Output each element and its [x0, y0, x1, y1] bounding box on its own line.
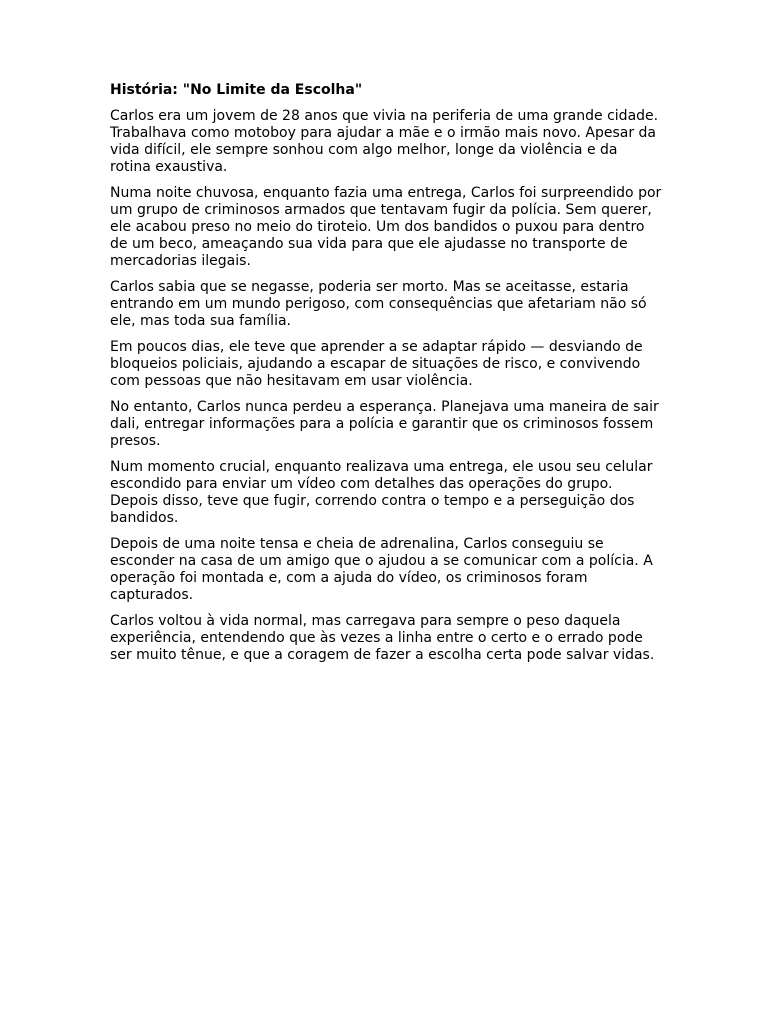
paragraph: Depois de uma noite tensa e cheia de adrenalina, Carlos conseguiu se esconder na casa de um amigo que o ajudou a se comunicar com a polícia. A operação foi montada e, com a ajuda do vídeo, os criminosos foram capturados.: [110, 536, 653, 603]
paragraph: Carlos voltou à vida normal, mas carregava para sempre o peso daquela experiência, entendendo que às vezes a linha entre o certo e o errado pode ser muito tênue, e que a coragem de fazer a escolha certa pode salvar vidas.: [110, 613, 655, 663]
paragraph: Numa noite chuvosa, enquanto fazia uma entrega, Carlos foi surpreendido por um grupo de criminosos armados que tentavam fugir da polícia. Sem querer, ele acabou preso no meio do tiroteio. Um dos bandidos o puxou para dentro de um beco, ameaçando sua vida para que ele ajudasse no transporte de mercadorias ilegais.: [110, 185, 662, 269]
paragraph: No entanto, Carlos nunca perdeu a esperança. Planejava uma maneira de sair dali, entregar informações para a polícia e garantir que os criminosos fossem presos.: [110, 399, 659, 449]
document-page: [110, 82, 662, 673]
paragraph: Carlos era um jovem de 28 anos que vivia na periferia de uma grande cidade. Trabalhava como motoboy para ajudar a mãe e o irmão mais novo. Apesar da vida difícil, ele sempre sonhou com algo melhor, longe da violência e da rotina exaustiva.: [110, 108, 659, 175]
document-title: História: "No Limite da Escolha": [110, 82, 363, 98]
paragraph: Num momento crucial, enquanto realizava uma entrega, ele usou seu celular escondido para enviar um vídeo com detalhes das operações do grupo. Depois disso, teve que fugir, correndo contra o tempo e a perseguição dos bandidos.: [110, 459, 653, 526]
paragraph: Em poucos dias, ele teve que aprender a se adaptar rápido — desviando de bloqueios policiais, ajudando a escapar de situações de risco, e convivendo com pessoas que não hesitavam em usar violência.: [110, 339, 643, 389]
paragraph: Carlos sabia que se negasse, poderia ser morto. Mas se aceitasse, estaria entrando em um mundo perigoso, com consequências que afetariam não só ele, mas toda sua família.: [110, 279, 647, 329]
